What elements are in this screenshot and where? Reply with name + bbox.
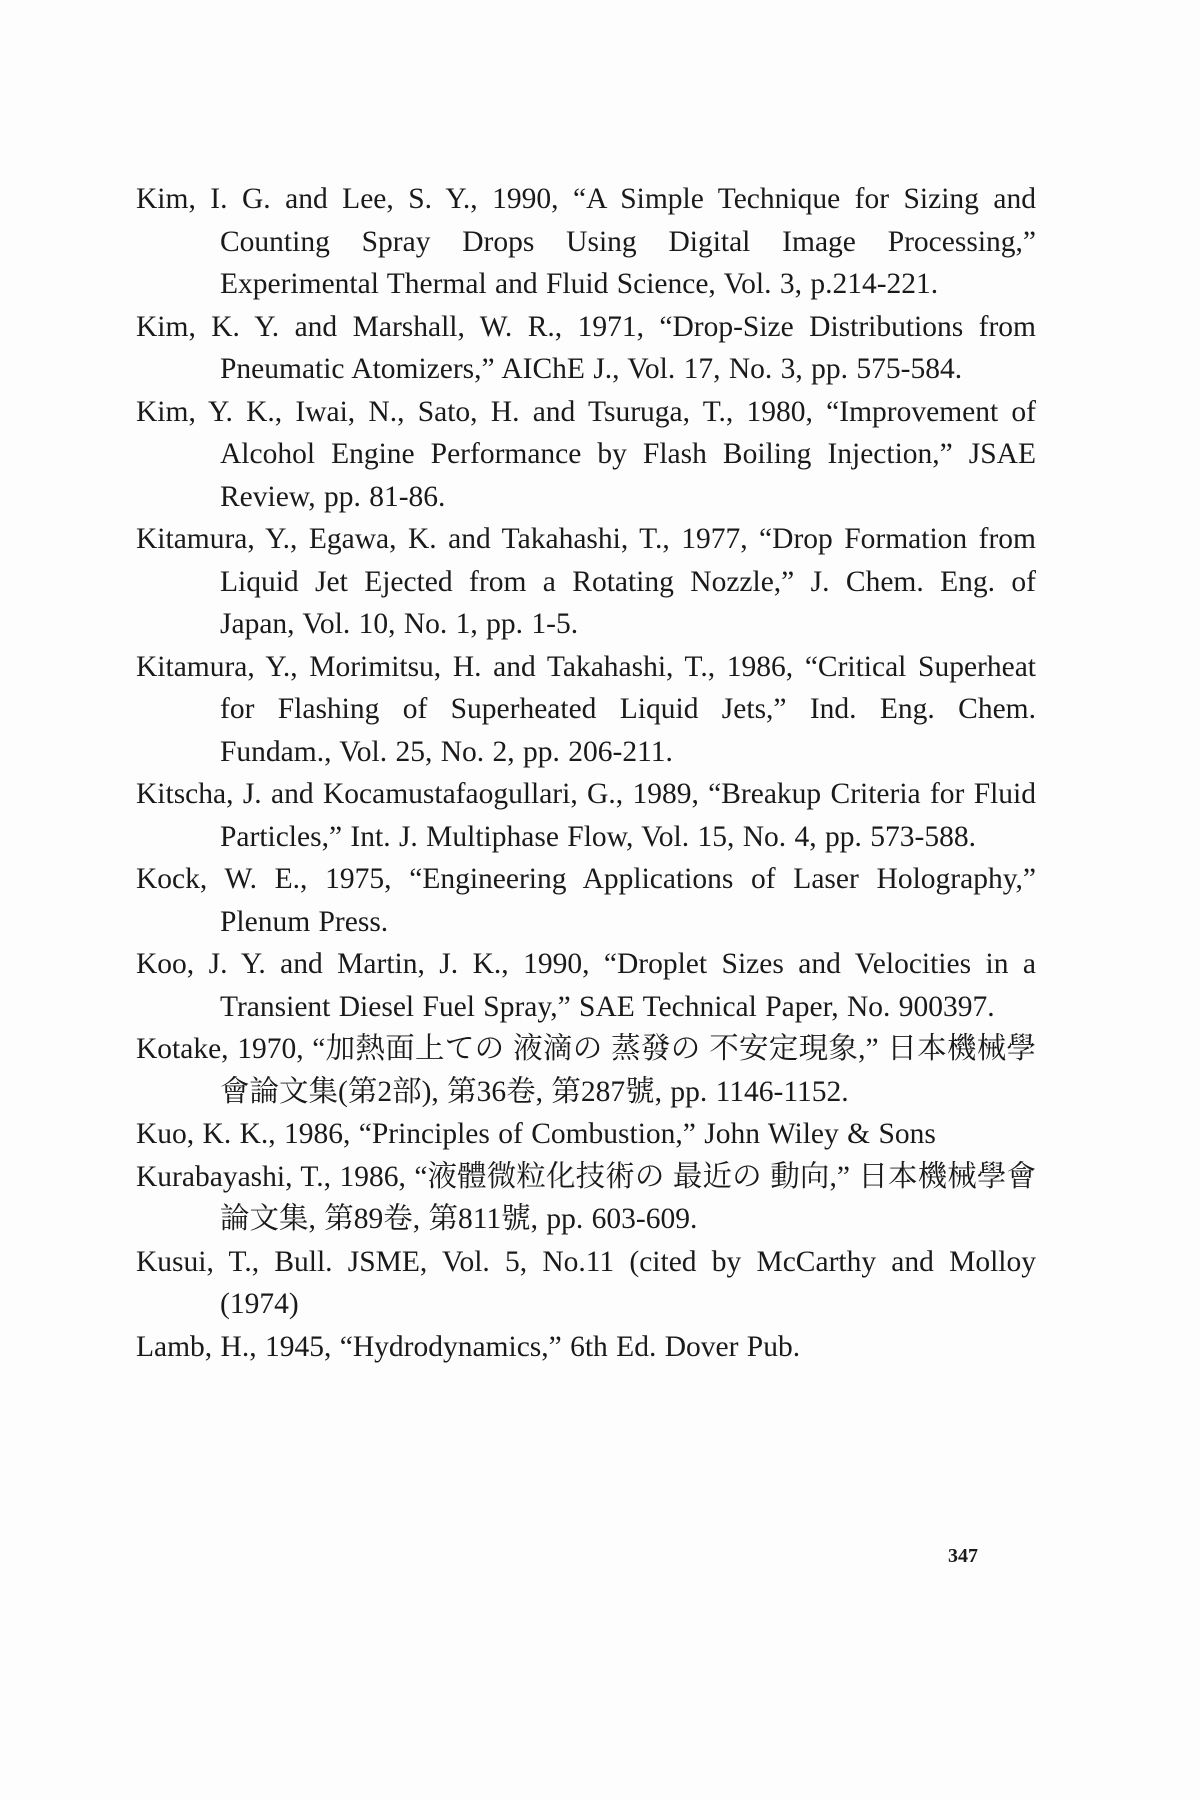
page-number: 347 [948, 1545, 978, 1567]
reference-entry: Kitscha, J. and Kocamustafaogullari, G., 1989, “Breakup Criteria for Fluid Particles,” Int. J. Multiphase Flow, Vol. 15, No. 4, pp. 573-588. [136, 778, 1036, 853]
reference-list [136, 178, 1036, 1368]
reference-entry: Kock, W. E., 1975, “Engineering Applications of Laser Holography,” Plenum Press. [136, 863, 1036, 938]
reference-entry: Kitamura, Y., Egawa, K. and Takahashi, T., 1977, “Drop Formation from Liquid Jet Ejected from a Rotating Nozzle,” J. Chem. Eng. of Japan, Vol. 10, No. 1, pp. 1-5. [136, 523, 1036, 640]
reference-entry: Kotake, 1970, “加熱面上ての 液滴の 蒸發の 不安定現象,” 日本機械學會論文集(第2部), 第36卷, 第287號, pp. 1146-1152. [136, 1033, 1036, 1108]
reference-entry: Kurabayashi, T., 1986, “液體微粒化技術の 最近の 動向,” 日本機械學會論文集, 第89卷, 第811號, pp. 603-609. [136, 1160, 1036, 1235]
reference-entry: Kim, Y. K., Iwai, N., Sato, H. and Tsuruga, T., 1980, “Improvement of Alcohol Engine Performance by Flash Boiling Injection,” JSAE Review, pp. 81-86. [136, 395, 1036, 513]
reference-entry: Kim, K. Y. and Marshall, W. R., 1971, “Drop-Size Distributions from Pneumatic Atomizers,” AIChE J., Vol. 17, No. 3, pp. 575-584. [136, 310, 1036, 385]
reference-entry: Kim, I. G. and Lee, S. Y., 1990, “A Simple Technique for Sizing and Counting Spray Drops Using Digital Image Processing,” Experimental Thermal and Fluid Science, Vol. 3, p.214-221. [136, 183, 1036, 300]
reference-entry: Kuo, K. K., 1986, “Principles of Combustion,” John Wiley & Sons [136, 1118, 936, 1150]
reference-entry: Kitamura, Y., Morimitsu, H. and Takahashi, T., 1986, “Critical Superheat for Flashing of Superheated Liquid Jets,” Ind. Eng. Chem. Fundam., Vol. 25, No. 2, pp. 206-211. [136, 650, 1036, 768]
reference-entry: Lamb, H., 1945, “Hydrodynamics,” 6th Ed. Dover Pub. [136, 1330, 801, 1363]
reference-entry: Koo, J. Y. and Martin, J. K., 1990, “Droplet Sizes and Velocities in a Transient Diesel Fuel Spray,” SAE Technical Paper, No. 900397. [136, 948, 1036, 1023]
reference-entry: Kusui, T., Bull. JSME, Vol. 5, No.11 (cited by McCarthy and Molloy (1974) [136, 1245, 1036, 1320]
